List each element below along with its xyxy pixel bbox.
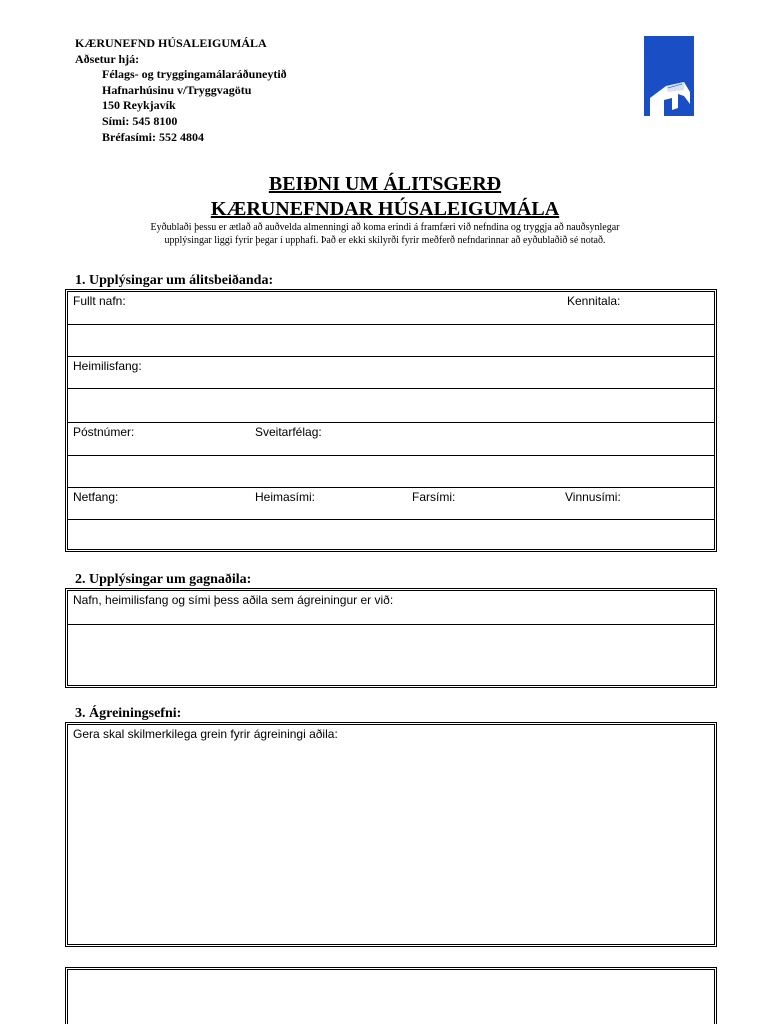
work-phone-label: Vinnusími: <box>565 490 621 504</box>
dispute-field[interactable] <box>68 725 714 944</box>
postal-municipality-field[interactable] <box>68 456 714 488</box>
label-row <box>68 423 714 456</box>
address-label: Heimilisfang: <box>73 359 142 373</box>
house-logo-icon <box>644 36 694 116</box>
org-name: KÆRUNEFND HÚSALEIGUMÁLA <box>75 36 267 50</box>
counterparty-label: Nafn, heimilisfang og sími þess aðila sem ágreiningur er við: <box>73 593 394 607</box>
label-row <box>68 357 714 389</box>
fax-line: Bréfasími: 552 4804 <box>102 129 204 144</box>
full-name-field[interactable] <box>68 325 714 357</box>
contact-field[interactable] <box>68 520 714 549</box>
phone-line: Sími: 545 8100 <box>102 113 178 128</box>
dispute-form <box>65 722 717 947</box>
home-phone-label: Heimasími: <box>255 490 316 504</box>
full-name-label: Fullt nafn: <box>73 294 126 308</box>
intro-text <box>140 222 630 247</box>
address-line: Félags- og tryggingamálaráðuneytið <box>102 67 287 82</box>
municipality-label: Sveitarfélag: <box>255 425 322 439</box>
section3-heading: 3. Ágreiningsefni: <box>75 706 182 721</box>
location-label: Aðsetur hjá: <box>75 51 140 66</box>
applicant-info-form <box>65 289 717 552</box>
section1-heading: 1. Upplýsingar um álitsbeiðanda: <box>75 273 274 288</box>
postal-code-label: Póstnúmer: <box>73 425 135 439</box>
sender-block <box>75 36 287 145</box>
intro-line-1: Eyðublaði þessu er ætlað að auðvelda almenningi að koma erindi á framfæri við nefndina og tryggja að nauðsynlegar <box>150 222 620 233</box>
title-line-1: BEIÐNI UM ÁLITSGERÐ <box>268 173 502 195</box>
counterparty-form <box>65 588 717 688</box>
title-line-2: KÆRUNEFNDAR HÚSALEIGUMÁLA <box>210 198 560 220</box>
continuation-box[interactable] <box>65 967 717 1024</box>
email-label: Netfang: <box>73 490 119 504</box>
address-line: 150 Reykjavík <box>102 98 176 113</box>
label-row <box>68 292 714 325</box>
dispute-label: Gera skal skilmerkilega grein fyrir ágreiningi aðila: <box>73 727 338 741</box>
page-title <box>0 172 770 222</box>
mobile-phone-label: Farsími: <box>412 490 456 504</box>
counterparty-field[interactable] <box>68 625 714 685</box>
label-row <box>68 591 714 625</box>
section2-heading: 2. Upplýsingar um gagnaðila: <box>75 572 252 587</box>
address-line: Hafnarhúsinu v/Tryggvagötu <box>102 82 252 97</box>
address-field[interactable] <box>68 389 714 423</box>
intro-line-2: upplýsingar liggi fyrir þegar í upphafi. Það er ekki skilyrði fyrir meðferð nefndarinnar að eyðublaðið sé notað. <box>164 234 606 246</box>
kennitala-label: Kennitala: <box>567 294 621 308</box>
label-row <box>68 488 714 520</box>
